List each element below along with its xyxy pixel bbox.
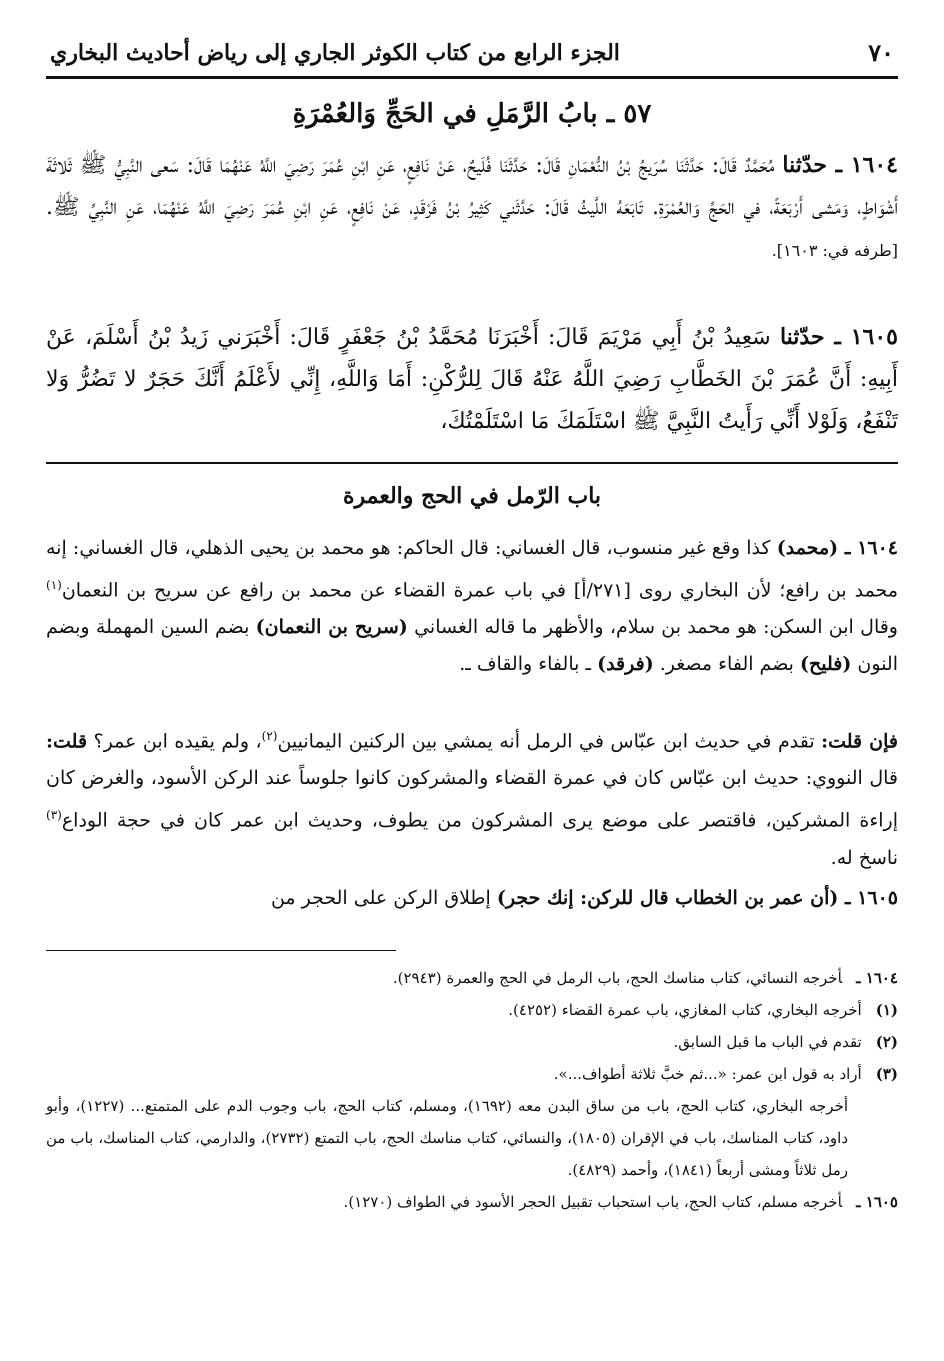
footnote-mark: ١٦٠٤ ـ <box>856 969 898 987</box>
commentary-lead: ١٦٠٤ ـ (محمد) <box>776 537 899 559</box>
commentary-text: ، ولم يقيده ابن عمر؟ <box>93 730 262 753</box>
hadith-1605 <box>46 316 898 443</box>
footnote-ref: (٢) <box>261 729 278 743</box>
footnote-ref: (١) <box>46 578 62 592</box>
footnotes <box>46 962 898 1218</box>
commentary-text: ناسخ له. <box>830 846 898 869</box>
footnote-text: أراد به قول ابن عمر: «...ثم خبَّ ثلاثة أطواف...». <box>553 1065 862 1083</box>
commentary-lead: ١٦٠٥ ـ (أن عمر بن الخطاب قال للركن: إنك حجر) <box>496 887 898 909</box>
commentary-text: قال النووي: حديث ابن عبّاس كان في عمرة القضاء والمشركون كانوا جلوساً عند الركن الأسود، والغرض كان إراءة المشركين، فاقتصر على موضع يرى المشركون من يطوف، وحديث ابن عمر كان في حجة الوداع <box>46 767 898 832</box>
footnote-ref: (٣) <box>46 808 62 823</box>
footnote-text: أخرجه البخاري، كتاب المغازي، باب عمرة القضاء (٤٢٥٢). <box>508 1001 862 1019</box>
commentary-paragraph-1605 <box>46 880 898 917</box>
chapter-title: ٥٧ ـ بابُ الرَّمَلِ في الحَجِّ وَالعُمْرَةِ <box>292 99 652 129</box>
commentary-title: باب الرّمل في الحج والعمرة <box>342 483 602 509</box>
running-header <box>46 36 898 79</box>
hadith-number: ١٦٠٥ ـ حدّثنا <box>779 324 898 350</box>
commentary-term: (فليح) <box>800 653 852 676</box>
commentary-text: تقدم في حديث ابن عبّاس في الرمل أنه يمشي بين الركنين اليمانيين <box>277 730 815 753</box>
section-divider <box>46 462 898 464</box>
footnote-mark: (٢) <box>875 1033 898 1051</box>
commentary-term: (سريح بن النعمان) <box>255 616 408 639</box>
footnote-1605 <box>46 1186 898 1218</box>
footnote-mark: (١) <box>875 1001 898 1019</box>
hadith-cross-reference: [طرفه في: ١٦٠٣]. <box>771 241 898 260</box>
footnote-mark: ١٦٠٥ ـ <box>856 1193 898 1211</box>
footnote-2 <box>46 1026 898 1058</box>
commentary-term: (فرقد) <box>597 653 654 676</box>
footnote-text: أخرجه النسائي، كتاب مناسك الحج، باب الرمل في الحج والعمرة (٢٩٤٣). <box>392 969 843 987</box>
hadith-number: ١٦٠٤ ـ حدّثنا <box>782 152 898 178</box>
hadith-1604 <box>46 144 898 272</box>
commentary-paragraph-1604 <box>46 530 898 683</box>
footnote-1604 <box>46 962 898 994</box>
commentary-text: إطلاق الركن على الحجر من <box>270 887 491 909</box>
page-number: ٧٠ <box>868 38 894 67</box>
commentary-text: بضم الفاء مصغر. <box>659 653 794 676</box>
commentary-lead: قلت: <box>46 730 88 753</box>
hadith-text: مُحَمَّدٌ قَالَ: حَدَّثَنَا سُرَيجُ بْنُ النُّعْمَانِ قَالَ: حَدَّثَنَا فُلَيحٌ، عَنْ نَافِعٍ، عَنِ ابْنِ عُمَرَ رَضِيَ اللَّهُ عَنْهُمَا قَالَ: سَعى النَّبِيُّ ﷺ ثَلاثَةَ أَشْوَاطٍ، وَمَشى أَرْبَعَةً، في الحَجِّ وَالعُمْرَةِ. تَابَعَهُ اللَّيثُ قَالَ: حَدَّثَني كَثِيرُ بْنُ فَرْقَدٍ، عَنْ نَافِعٍ، عَنِ ابْنِ عُمَرَ رَضِيَ اللَّهُ عَنْهُمَا، عَنِ النَّبِيِّ ﷺ. <box>46 153 898 220</box>
commentary-text: ـ بالفاء والقاف ـ. <box>459 653 592 676</box>
footnote-text: أخرجه مسلم، كتاب الحج، باب استحباب تقبيل الحجر الأسود في الطواف (١٢٧٠). <box>343 1193 843 1211</box>
commentary-lead: فإن قلت: <box>821 730 899 753</box>
commentary-text: بضم السين المهملة وبضم النون <box>46 616 898 676</box>
commentary-text: وقال ابن السكن: هو محمد بن سلام، والأظهر ما قاله الغساني <box>414 616 898 639</box>
footnote-mark: (٣) <box>875 1065 898 1083</box>
footnote-text: تقدم في الباب ما قبل السابق. <box>673 1033 862 1051</box>
footnote-1 <box>46 994 898 1026</box>
commentary-paragraph-question <box>46 718 898 877</box>
footnote-3 <box>46 1058 898 1090</box>
hadith-text: سَعِيدُ بْنُ أَبِي مَرْيَمَ قَالَ: أَخْبَرَنَا مُحَمَّدُ بْنُ جَعْفَرٍ قَالَ: أَخْبَرَني زَيدُ بْنُ أَسْلَمَ، عَنْ أَبِيهِ: أَنَّ عُمَرَ بْنَ الخَطَّابِ رَضِيَ اللَّهُ عَنْهُ قَالَ لِلرُّكْنِ: أَمَا وَاللَّهِ، إِنِّي لأَعْلَمُ أَنَّكَ حَجَرٌ لا تَضُرُّ وَلا تَنْفَعُ، وَلَوْلا أَنِّي رَأَيتُ النَّبِيَّ ﷺ اسْتَلَمَكَ مَا اسْتَلَمْتُكَ، <box>46 325 898 434</box>
footnote-3-detail: أخرجه البخاري، كتاب الحج، باب من ساق البدن معه (١٦٩٢)، ومسلم، كتاب الحج، باب وجوب الدم على المتمتع... (١٢٢٧)، وأبو داود، كتاب المناسك، باب في الإقران (١٨٠٥)، والنسائي، كتاب مناسك الحج، باب التمتع (٢٧٣٢)، والدارمي، كتاب المناسك، باب من رمل ثلاثاً ومشى أربعاً (١٨٤١)، وأحمد (٤٨٢٩). <box>46 1097 849 1179</box>
footnote-divider <box>46 950 396 951</box>
commentary-text: كذا وقع غير منسوب، قال الغساني: قال الحاكم: هو محمد بن يحيى الذهلي، قال الغساني: إنه محمد بن رافع؛ لأن البخاري روى [٢٧١/أ] في باب عمرة القضاء عن محمد بن رافع عن سريح بن النعمان <box>46 537 899 602</box>
running-title: الجزء الرابع من كتاب الكوثر الجاري إلى رياض أحاديث البخاري <box>50 40 620 66</box>
